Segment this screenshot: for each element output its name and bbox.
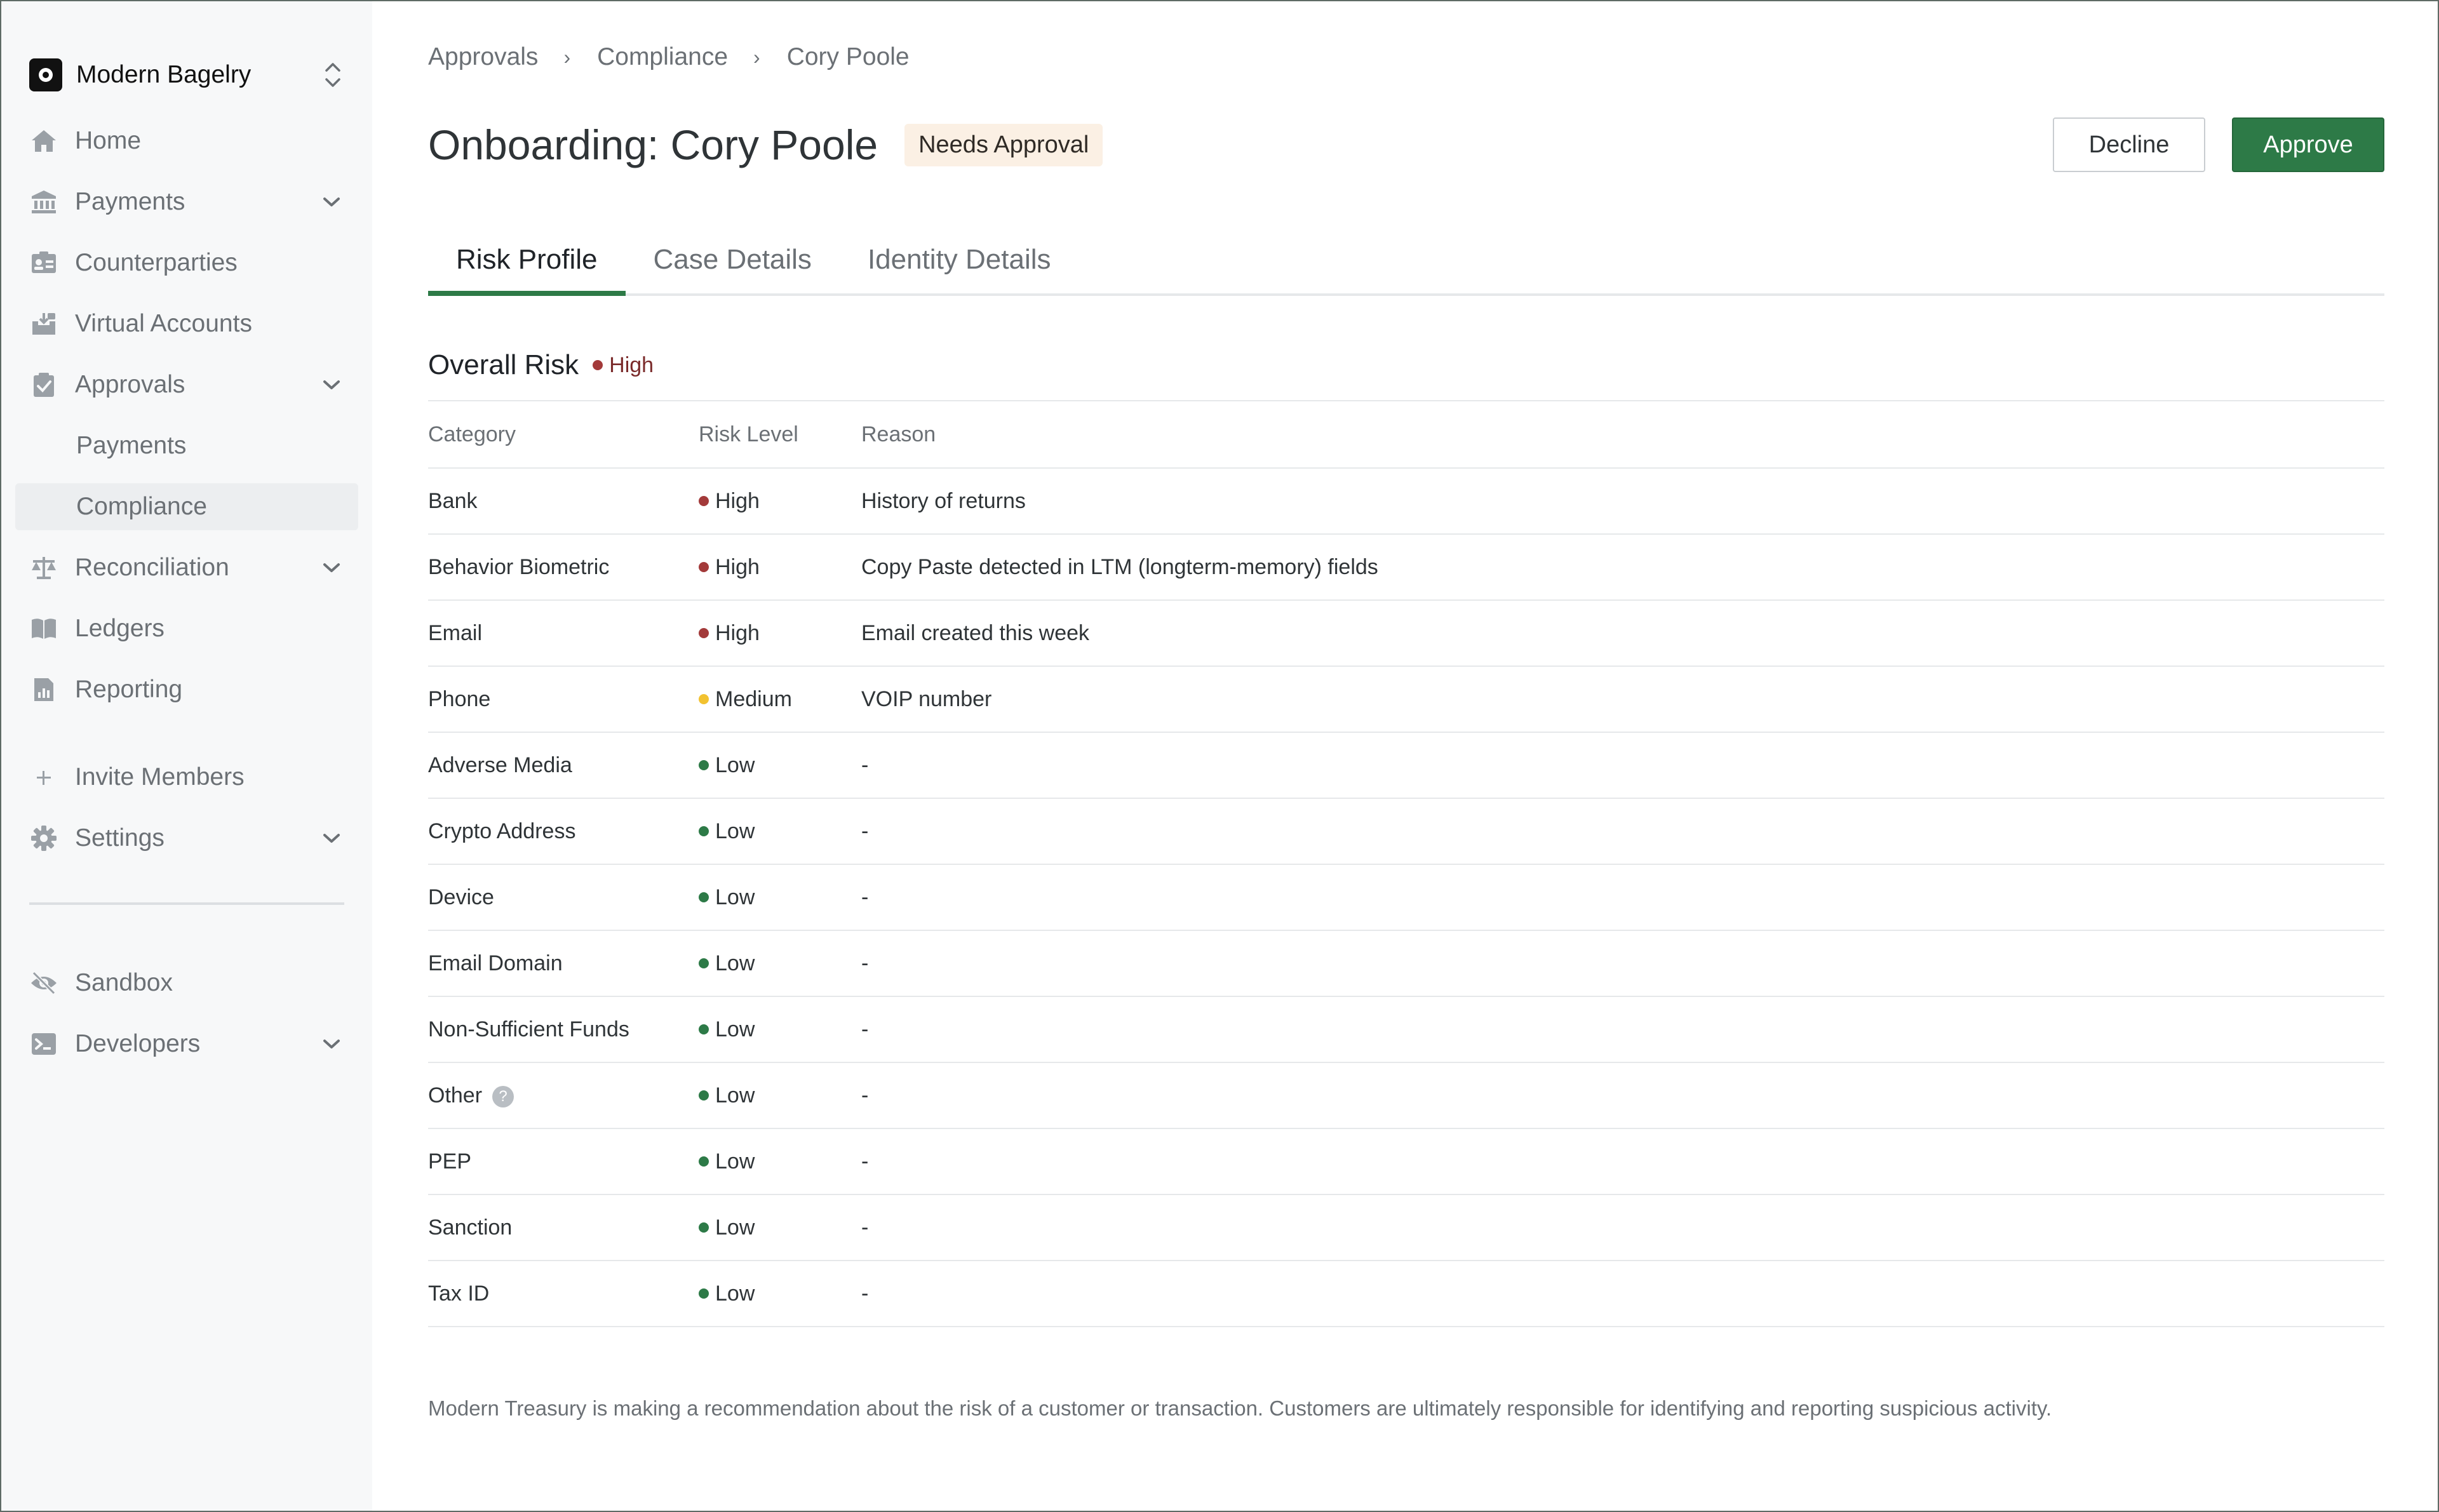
category-label: Phone — [428, 686, 491, 711]
column-header-reason: Reason — [861, 401, 2384, 468]
cell-category — [428, 798, 699, 864]
sidebar-item-virtual-accounts[interactable] — [15, 300, 358, 347]
category-label: Device — [428, 885, 494, 909]
sidebar-item-counterparties[interactable] — [15, 239, 358, 286]
risk-level — [699, 951, 861, 976]
sidebar-item-label: Developers — [75, 1030, 201, 1057]
sidebar-item-label: Compliance — [76, 493, 207, 520]
overall-risk-header — [428, 349, 654, 381]
breadcrumb-approvals[interactable]: Approvals — [428, 43, 539, 70]
cell-reason: History of returns — [861, 468, 2384, 534]
cell-reason: - — [861, 798, 2384, 864]
sidebar-subitem-payments[interactable] — [15, 422, 358, 469]
cell-risk-level — [699, 600, 861, 666]
cell-risk-level — [699, 534, 861, 600]
inbox-icon — [29, 309, 58, 338]
chevron-up-down-icon[interactable] — [321, 57, 344, 93]
table-row — [428, 930, 2384, 996]
table-row — [428, 996, 2384, 1062]
sidebar-divider — [29, 902, 344, 905]
risk-dot-icon — [593, 360, 603, 370]
decline-button[interactable]: Decline — [2053, 117, 2205, 172]
risk-level-label: Low — [715, 1281, 755, 1306]
chevron-down-icon[interactable] — [319, 189, 344, 215]
approve-button[interactable]: Approve — [2232, 117, 2384, 172]
cell-reason: Copy Paste detected in LTM (longterm-memory) fields — [861, 534, 2384, 600]
risk-level-label: Low — [715, 819, 755, 843]
home-icon — [29, 126, 58, 156]
category-label: Sanction — [428, 1215, 513, 1240]
cell-risk-level — [699, 732, 861, 798]
table-row — [428, 600, 2384, 666]
risk-dot-icon — [699, 760, 709, 770]
risk-level-label: High — [715, 554, 760, 579]
risk-dot-icon — [699, 1288, 709, 1299]
cell-reason: - — [861, 930, 2384, 996]
sidebar-item-label: Approvals — [75, 371, 185, 398]
main-content — [372, 1, 2438, 1511]
category-label: Crypto Address — [428, 819, 576, 843]
cell-risk-level — [699, 1062, 861, 1128]
category-label: Bank — [428, 488, 478, 513]
sidebar-item-label: Ledgers — [75, 615, 165, 642]
risk-dot-icon — [699, 826, 709, 836]
cell-category — [428, 1194, 699, 1261]
report-icon — [29, 675, 58, 704]
cell-risk-level — [699, 468, 861, 534]
risk-level-label: High — [715, 620, 760, 645]
risk-level-label: High — [715, 488, 760, 513]
cell-risk-level — [699, 1261, 861, 1327]
category-label: Email — [428, 620, 483, 645]
chevron-right-icon: › — [753, 45, 760, 69]
sidebar-item-label: Reconciliation — [75, 554, 229, 581]
page-header — [428, 114, 2384, 175]
page-title: Onboarding: Cory Poole — [428, 121, 878, 168]
table-row — [428, 666, 2384, 732]
sidebar-item-label: Payments — [75, 188, 185, 215]
cell-category — [428, 930, 699, 996]
contacts-icon — [29, 248, 58, 278]
category-label: Email Domain — [428, 951, 563, 975]
risk-dot-icon — [699, 496, 709, 506]
sidebar-item-label: Invite Members — [75, 763, 245, 791]
risk-level — [699, 555, 861, 580]
cell-category — [428, 864, 699, 930]
sidebar-item-developers[interactable] — [15, 1020, 358, 1067]
risk-level-label: Low — [715, 951, 755, 975]
sidebar-nav-secondary — [15, 960, 358, 1067]
risk-level-label: Low — [715, 885, 755, 909]
tab-bar — [428, 231, 2384, 296]
risk-dot-icon — [699, 958, 709, 968]
risk-level — [699, 621, 861, 646]
tab-risk-profile[interactable]: Risk Profile — [428, 231, 626, 293]
sidebar-item-reporting[interactable] — [15, 666, 358, 713]
nav-spacer — [15, 727, 358, 754]
sidebar-item-ledgers[interactable] — [15, 605, 358, 652]
cell-reason: VOIP number — [861, 666, 2384, 732]
sidebar-item-label: Settings — [75, 824, 165, 852]
cell-risk-level — [699, 1194, 861, 1261]
cell-risk-level — [699, 666, 861, 732]
chevron-down-icon[interactable] — [319, 555, 344, 580]
risk-dot-icon — [699, 628, 709, 638]
cell-category — [428, 666, 699, 732]
table-row — [428, 1062, 2384, 1128]
gear-icon — [29, 824, 58, 853]
cell-category — [428, 600, 699, 666]
risk-level-label: Low — [715, 1017, 755, 1041]
help-icon[interactable]: ? — [492, 1086, 514, 1107]
table-row — [428, 1261, 2384, 1327]
sidebar-item-label: Virtual Accounts — [75, 310, 252, 337]
overall-risk-level — [593, 353, 654, 378]
risk-level — [699, 489, 861, 514]
risk-level-label: Medium — [715, 686, 792, 711]
risk-dot-icon — [699, 694, 709, 704]
eye-off-icon — [29, 968, 58, 998]
cell-category — [428, 996, 699, 1062]
risk-level — [699, 819, 861, 844]
chevron-down-icon[interactable] — [319, 826, 344, 851]
cell-risk-level — [699, 864, 861, 930]
risk-table — [428, 400, 2384, 1327]
table-row — [428, 1128, 2384, 1194]
category-label: PEP — [428, 1149, 472, 1174]
sidebar-item-approvals[interactable] — [15, 361, 358, 408]
table-row — [428, 534, 2384, 600]
cell-category — [428, 1261, 699, 1327]
sidebar — [1, 1, 372, 1511]
cell-risk-level — [699, 930, 861, 996]
cell-risk-level — [699, 1128, 861, 1194]
category-label: Tax ID — [428, 1281, 490, 1306]
category-label: Behavior Biometric — [428, 554, 610, 579]
breadcrumb-current: Cory Poole — [786, 43, 910, 70]
table-row — [428, 732, 2384, 798]
sidebar-item-sandbox[interactable] — [15, 960, 358, 1007]
cell-reason: Email created this week — [861, 600, 2384, 666]
category-label: Non-Sufficient Funds — [428, 1017, 629, 1041]
tab-identity-details[interactable]: Identity Details — [867, 244, 1051, 275]
cell-category — [428, 1128, 699, 1194]
sidebar-item-reconciliation[interactable] — [15, 544, 358, 591]
risk-level — [699, 1149, 861, 1174]
overall-risk-title: Overall Risk — [428, 349, 579, 380]
sidebar-item-settings[interactable] — [15, 815, 358, 862]
risk-level — [699, 885, 861, 910]
bank-icon — [29, 187, 58, 217]
risk-level — [699, 1083, 861, 1108]
cell-category — [428, 468, 699, 534]
risk-dot-icon — [699, 892, 709, 902]
table-row — [428, 864, 2384, 930]
chevron-down-icon[interactable] — [319, 1031, 344, 1057]
cell-reason: - — [861, 996, 2384, 1062]
sidebar-subitem-compliance[interactable] — [15, 483, 358, 530]
category-label: Adverse Media — [428, 753, 572, 777]
risk-level — [699, 687, 861, 712]
terminal-icon — [29, 1029, 58, 1059]
table-row — [428, 798, 2384, 864]
scale-icon — [29, 553, 58, 582]
chevron-down-icon[interactable] — [319, 372, 344, 398]
disclaimer-text: Modern Treasury is making a recommendation about the risk of a customer or transaction. Customers are ultimately responsible for identifying and reporting suspicious activity. — [428, 1396, 2052, 1420]
tab-case-details[interactable]: Case Details — [653, 244, 812, 275]
sidebar-item-invite-members[interactable] — [15, 754, 358, 801]
cell-risk-level — [699, 996, 861, 1062]
clipboard-check-icon — [29, 370, 58, 399]
column-header-risk-level: Risk Level — [699, 401, 861, 468]
cell-reason: - — [861, 1128, 2384, 1194]
cell-reason: - — [861, 1261, 2384, 1327]
risk-level — [699, 753, 861, 778]
chevron-right-icon: › — [563, 45, 571, 69]
org-logo — [29, 58, 62, 91]
risk-level-label: Low — [715, 1083, 755, 1107]
breadcrumb-compliance[interactable]: Compliance — [597, 43, 729, 70]
status-badge: Needs Approval — [904, 124, 1103, 166]
risk-dot-icon — [699, 562, 709, 572]
cell-category — [428, 1062, 699, 1128]
sidebar-item-label: Counterparties — [75, 249, 238, 276]
org-name: Modern Bagelry — [76, 61, 252, 88]
table-row — [428, 468, 2384, 534]
sidebar-item-payments[interactable] — [15, 178, 358, 225]
book-icon — [29, 614, 58, 643]
sidebar-item-label: Home — [75, 127, 142, 154]
sidebar-item-label: Reporting — [75, 676, 183, 703]
risk-level — [699, 1017, 861, 1042]
cell-reason: - — [861, 1194, 2384, 1261]
cell-reason: - — [861, 1062, 2384, 1128]
cell-category — [428, 534, 699, 600]
risk-table-body — [428, 468, 2384, 1327]
risk-level-label: Low — [715, 1215, 755, 1240]
risk-dot-icon — [699, 1222, 709, 1233]
risk-level — [699, 1215, 861, 1240]
risk-dot-icon — [699, 1024, 709, 1034]
cell-category — [428, 732, 699, 798]
risk-level-label: Low — [715, 753, 755, 777]
org-switcher[interactable] — [15, 40, 358, 110]
sidebar-item-home[interactable] — [15, 117, 358, 164]
plus-icon — [29, 763, 58, 792]
category-label: Other — [428, 1083, 483, 1107]
table-header-row — [428, 401, 2384, 468]
risk-dot-icon — [699, 1156, 709, 1167]
cell-risk-level — [699, 798, 861, 864]
risk-level-label: Low — [715, 1149, 755, 1174]
sidebar-nav — [15, 117, 358, 862]
breadcrumb — [428, 43, 910, 71]
cell-reason: - — [861, 732, 2384, 798]
risk-level — [699, 1281, 861, 1306]
sidebar-item-label: Sandbox — [75, 969, 173, 996]
risk-dot-icon — [699, 1090, 709, 1101]
sidebar-item-label: Payments — [76, 432, 187, 459]
column-header-category: Category — [428, 401, 699, 468]
overall-risk-level-label: High — [609, 352, 654, 377]
table-row — [428, 1194, 2384, 1261]
header-actions — [2053, 117, 2384, 172]
cell-reason: - — [861, 864, 2384, 930]
